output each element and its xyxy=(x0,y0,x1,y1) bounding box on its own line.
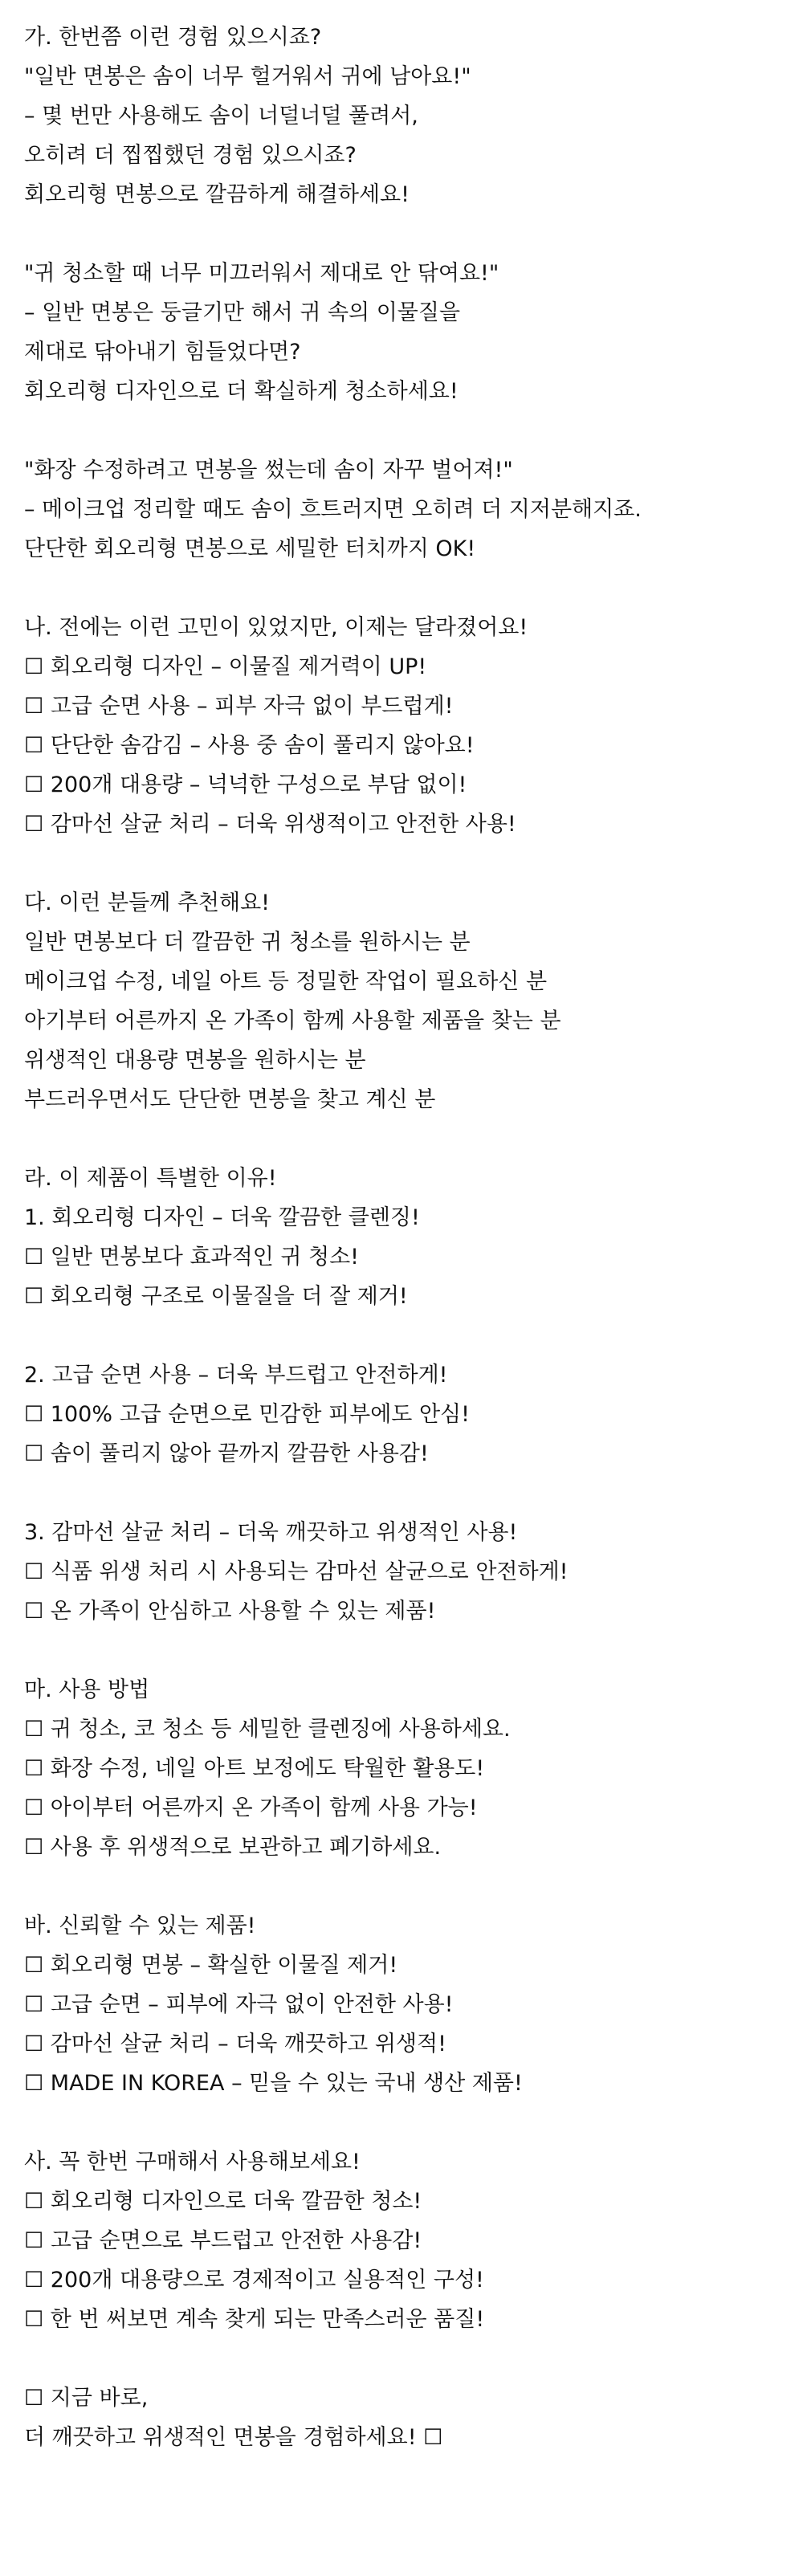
text-line: ☐ 아이부터 어른까지 온 가족이 함께 사용 가능! xyxy=(24,1795,478,1820)
text-line: 아기부터 어른까지 온 가족이 함께 사용할 제품을 찾는 분 xyxy=(24,1009,561,1033)
text-line: 단단한 회오리형 면봉으로 세밀한 터치까지 OK! xyxy=(24,536,476,561)
text-line: 회오리형 디자인으로 더 확실하게 청소하세요! xyxy=(24,379,459,404)
text-line: 메이크업 수정, 네일 아트 등 정밀한 작업이 필요하신 분 xyxy=(24,969,548,994)
text-line: 일반 면봉보다 더 깔끔한 귀 청소를 원하시는 분 xyxy=(24,930,471,955)
text-line: ☐ 고급 순면 사용 – 피부 자극 없이 부드럽게! xyxy=(24,694,454,719)
text-block xyxy=(24,254,784,411)
text-line: 바. 신뢰할 수 있는 제품! xyxy=(24,1914,256,1938)
text-block xyxy=(24,1159,784,1316)
text-block xyxy=(24,1906,784,2103)
text-line: "귀 청소할 때 너무 미끄러워서 제대로 안 닦여요!" xyxy=(24,261,499,286)
text-line: 사. 꼭 한번 구매해서 사용해보세요! xyxy=(24,2150,361,2175)
text-line: ☐ 200개 대용량 – 넉넉한 구성으로 부담 없이! xyxy=(24,772,467,797)
text-line: ☐ 솜이 풀리지 않아 끝까지 깔끔한 사용감! xyxy=(24,1441,429,1466)
text-line: ☐ 지금 바로, xyxy=(24,2386,149,2411)
text-line: ☐ 온 가족이 안심하고 사용할 수 있는 제품! xyxy=(24,1599,436,1624)
text-line: ☐ 사용 후 위생적으로 보관하고 폐기하세요. xyxy=(24,1835,442,1860)
text-line: – 일반 면봉은 둥글기만 해서 귀 속의 이물질을 xyxy=(24,300,461,325)
text-line: 오히려 더 찝찝했던 경험 있으시죠? xyxy=(24,143,357,168)
text-line: 위생적인 대용량 면봉을 원하시는 분 xyxy=(24,1048,366,1073)
text-line: 다. 이런 분들께 추천해요! xyxy=(24,891,270,915)
text-line: ☐ 회오리형 구조로 이물질을 더 잘 제거! xyxy=(24,1284,408,1309)
text-line: 더 깨끗하고 위생적인 면봉을 경험하세요! ☐ xyxy=(24,2425,443,2450)
text-line: – 몇 번만 사용해도 솜이 너덜너덜 풀려서, xyxy=(24,104,418,128)
text-block xyxy=(24,2378,784,2457)
text-block xyxy=(24,883,784,1119)
text-block xyxy=(24,450,784,569)
text-block xyxy=(24,18,784,214)
text-block xyxy=(24,1670,784,1867)
text-block xyxy=(24,608,784,844)
text-line: 마. 사용 방법 xyxy=(24,1677,150,1702)
text-line: ☐ 고급 순면 – 피부에 자극 없이 안전한 사용! xyxy=(24,1992,454,2017)
text-block xyxy=(24,2142,784,2339)
text-line: 3. 감마선 살균 처리 – 더욱 깨끗하고 위생적인 사용! xyxy=(24,1520,518,1545)
text-line: ☐ MADE IN KOREA – 믿을 수 있는 국내 생산 제품! xyxy=(24,2071,523,2096)
text-line: 회오리형 면봉으로 깔끔하게 해결하세요! xyxy=(24,182,410,207)
text-line: ☐ 감마선 살균 처리 – 더욱 위생적이고 안전한 사용! xyxy=(24,812,516,837)
text-line: ☐ 200개 대용량으로 경제적이고 실용적인 구성! xyxy=(24,2268,484,2293)
text-line: ☐ 일반 면봉보다 효과적인 귀 청소! xyxy=(24,1245,360,1270)
text-line: "화장 수정하려고 면봉을 썼는데 솜이 자꾸 벌어져!" xyxy=(24,458,513,483)
text-line: ☐ 회오리형 면봉 – 확실한 이물질 제거! xyxy=(24,1953,398,1978)
text-line: 라. 이 제품이 특별한 이유! xyxy=(24,1166,277,1191)
text-line: ☐ 감마선 살균 처리 – 더욱 깨끗하고 위생적! xyxy=(24,2032,446,2056)
text-line: ☐ 단단한 솜감김 – 사용 중 솜이 풀리지 않아요! xyxy=(24,733,475,758)
text-line: ☐ 회오리형 디자인으로 더욱 깔끔한 청소! xyxy=(24,2189,422,2214)
text-line: ☐ 귀 청소, 코 청소 등 세밀한 클렌징에 사용하세요. xyxy=(24,1717,511,1742)
text-line: 1. 회오리형 디자인 – 더욱 깔끔한 클렌징! xyxy=(24,1205,420,1230)
text-line: ☐ 회오리형 디자인 – 이물질 제거력이 UP! xyxy=(24,654,427,679)
text-line: – 메이크업 정리할 때도 솜이 흐트러지면 오히려 더 지저분해지죠. xyxy=(24,497,642,522)
text-line: ☐ 식품 위생 처리 시 사용되는 감마선 살균으로 안전하게! xyxy=(24,1559,569,1584)
text-line: 제대로 닦아내기 힘들었다면? xyxy=(24,340,301,365)
text-block xyxy=(24,1513,784,1631)
text-line: ☐ 고급 순면으로 부드럽고 안전한 사용감! xyxy=(24,2228,422,2253)
text-line: ☐ 화장 수정, 네일 아트 보정에도 탁월한 활용도! xyxy=(24,1756,485,1781)
text-line: 2. 고급 순면 사용 – 더욱 부드럽고 안전하게! xyxy=(24,1363,448,1388)
text-line: 나. 전에는 이런 고민이 있었지만, 이제는 달라졌어요! xyxy=(24,615,528,640)
text-line: 부드러우면서도 단단한 면봉을 찾고 계신 분 xyxy=(24,1087,436,1112)
text-line: ☐ 100% 고급 순면으로 민감한 피부에도 안심! xyxy=(24,1402,470,1427)
text-line: "일반 면봉은 솜이 너무 헐거워서 귀에 남아요!" xyxy=(24,64,471,89)
text-block xyxy=(24,1355,784,1473)
text-line: 가. 한번쯤 이런 경험 있으시죠? xyxy=(24,25,322,50)
text-line: ☐ 한 번 써보면 계속 찾게 되는 만족스러운 품질! xyxy=(24,2307,485,2332)
